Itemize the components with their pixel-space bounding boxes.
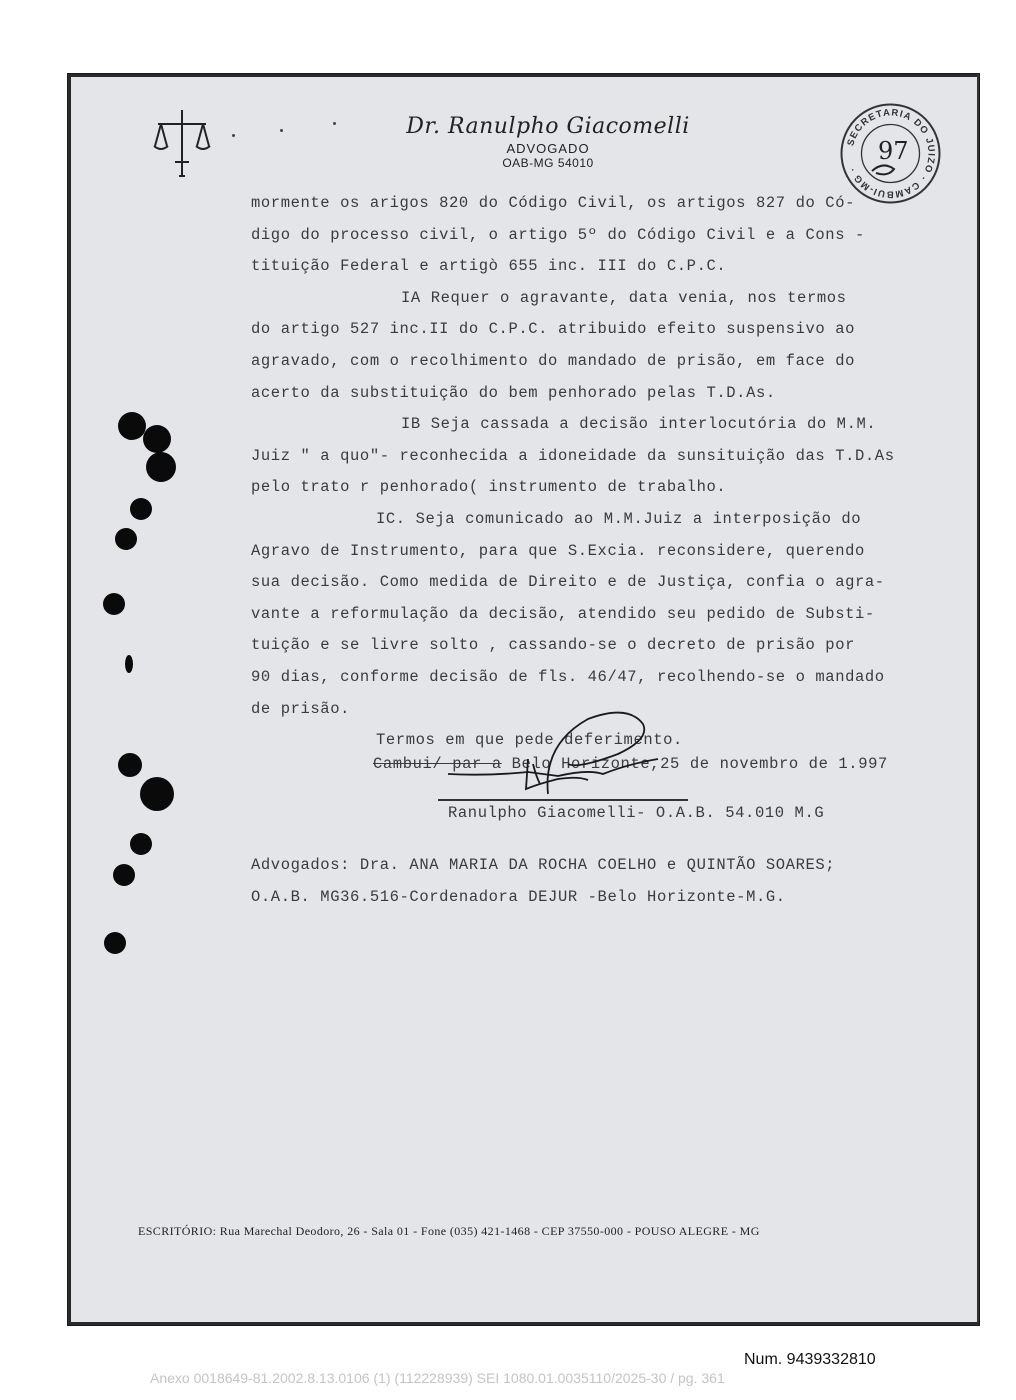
letterhead-name: Dr. Ranulpho Giacomelli (406, 114, 690, 139)
letterhead-oab: OAB-MG 54010 (502, 156, 594, 170)
body-line: acerto da substituição do bem penhorado pelas T.D.As. (251, 383, 776, 402)
punch-hole (104, 932, 126, 954)
body-line: vante a reformulação da decisão, atendido seu pedido de Substi- (251, 604, 875, 623)
scales-of-justice-icon (153, 106, 211, 182)
punch-hole (118, 412, 146, 440)
punch-hole (118, 753, 142, 777)
lawyers-block (251, 849, 835, 913)
page-edge-top (68, 74, 979, 77)
page-edge-bottom (68, 1322, 979, 1325)
page-number: Num. 9439332810 (744, 1351, 876, 1368)
page-edge-right (977, 74, 979, 1325)
body-line: sua decisão. Como medida de Direito e de Justiça, confia o agra- (251, 573, 885, 592)
letterhead-title: ADVOGADO (506, 141, 590, 156)
lawyers-line: Advogados: Dra. ANA MARIA DA ROCHA COELHO e QUINTÃO SOARES; (251, 856, 836, 874)
punch-hole (103, 593, 125, 615)
stamp-text: SECRETARIA DO JUIZO · CAMBUI-MG · (845, 107, 937, 200)
body-line-ia: IA Requer o agravante, data venia, nos termos (401, 288, 847, 307)
closing-line: Termos em que pede deferimento. (376, 731, 683, 750)
body-line: do artigo 527 inc.II do C.P.C. atribuido efeito suspensivo ao (251, 320, 855, 339)
punch-hole (115, 528, 137, 550)
punch-hole (143, 425, 171, 453)
punch-hole (130, 498, 152, 520)
page-edge-left (68, 74, 71, 1325)
punch-hole (130, 833, 152, 855)
speck (333, 122, 336, 125)
body-line: pelo trato r penhorado( instrumento de trabalho. (251, 478, 727, 497)
struck-place: Cambui/ par a (373, 755, 502, 773)
handwritten-signature (428, 704, 708, 814)
body-line: tuição e se livre solto , cassando-se o decreto de prisão por (251, 636, 855, 655)
body-line: digo do processo civil, o artigo 5º do Código Civil e a Cons - (251, 225, 865, 244)
body-line-ib: IB Seja cassada a decisão interlocutória do M.M. (401, 415, 877, 434)
body-line-ic: IC. Seja comunicado ao M.M.Juiz a interposição do (376, 509, 862, 528)
petition-body (251, 188, 971, 757)
body-line: mormente os arigos 820 do Código Civil, os artigos 827 do Có- (251, 194, 855, 212)
body-line: Juiz " a quo"- reconhecida a idoneidade da sunsituição das T.D.As (251, 446, 895, 465)
lawyers-line: O.A.B. MG36.516-Cordenadora DEJUR -Belo Horizonte-M.G. (251, 888, 786, 906)
letterhead (398, 114, 698, 170)
page-reference: Anexo 0018649-81.2002.8.13.0106 (1) (112228939) SEI 1080.01.0035110/2025-30 / pg. 361 (150, 1370, 725, 1386)
punch-hole (140, 777, 174, 811)
punch-hole (146, 452, 176, 482)
body-line: Agravo de Instrumento, para que S.Excia. reconsidere, querendo (251, 541, 865, 560)
signer-name: Ranulpho Giacomelli- O.A.B. 54.010 M.G (448, 804, 825, 822)
stamp-number: 97 (878, 137, 909, 165)
body-line: de prisão. (251, 699, 351, 718)
body-line: agravado, com o recolhimento do mandado de prisão, em face do (251, 351, 855, 370)
speck (280, 129, 283, 132)
punch-hole (113, 864, 135, 886)
body-line: tituição Federal e artigò 655 inc. III do C.P.C. (251, 257, 727, 276)
punch-hole (125, 655, 133, 673)
speck (232, 134, 235, 137)
office-address: ESCRITÓRIO: Rua Marechal Deodoro, 26 - Sala 01 - Fone (035) 421-1468 - CEP 37550-000 - POUSO ALEGRE - MG (138, 1224, 760, 1238)
scanned-page (67, 73, 980, 1326)
body-line: 90 dias, conforme decisão de fls. 46/47, recolhendo-se o mandado (251, 667, 885, 686)
place-date: Belo Horizonte,25 de novembro de 1.997 (501, 755, 888, 773)
